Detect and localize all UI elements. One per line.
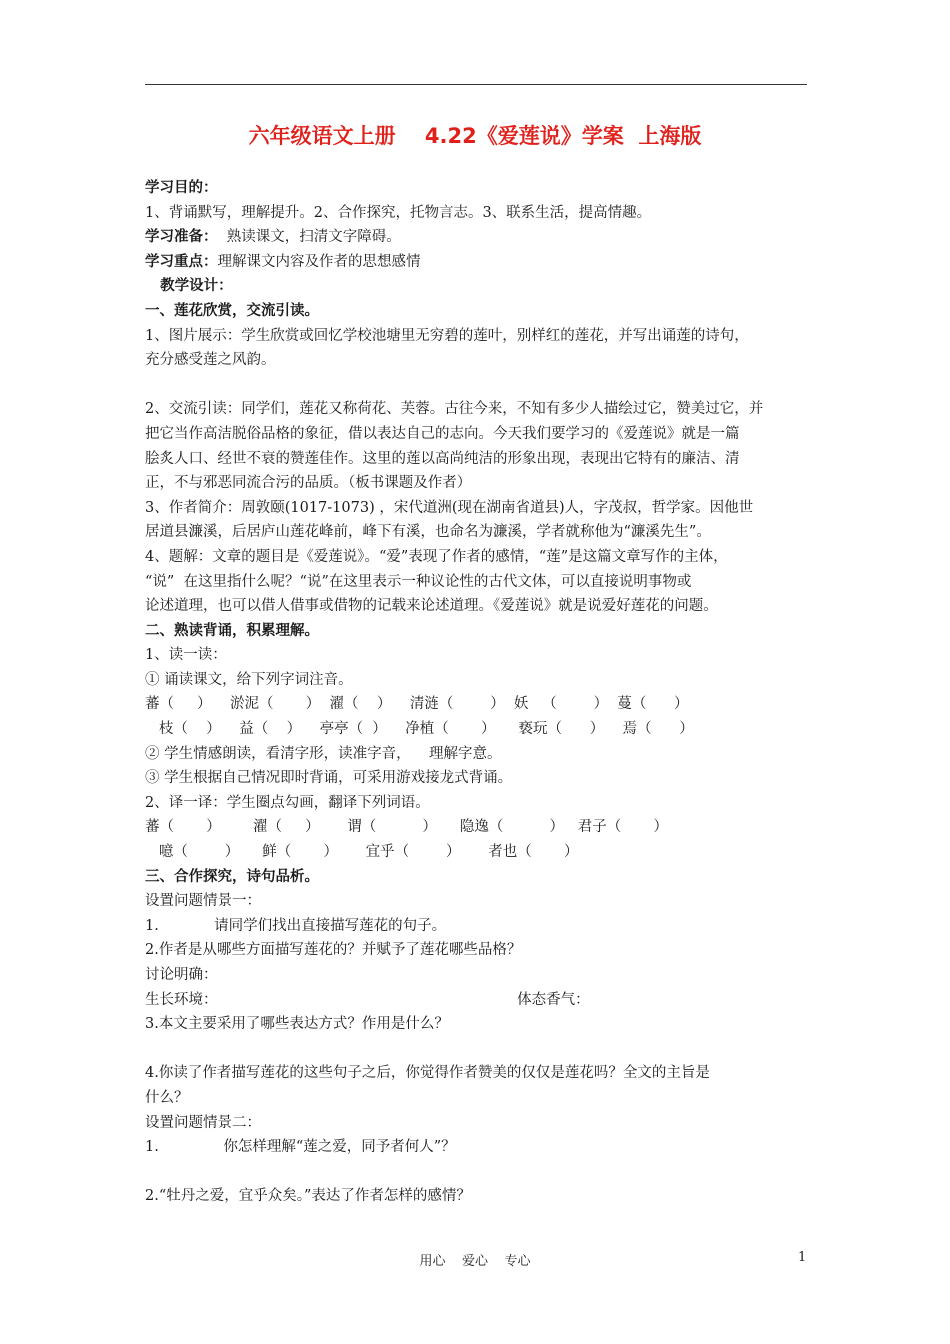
text-line: 居道县濂溪，后居庐山莲花峰前，峰下有溪，也命名为濂溪，学者就称他为“濂溪先生”。: [145, 524, 711, 541]
text-line: 充分感受莲之风韵。: [145, 352, 276, 369]
text-line: 1、背诵默写，理解提升。2、合作探究，托物言志。3、联系生活，提高情趣。: [145, 204, 652, 221]
text-line: 4.你读了作者描写莲花的这些句子之后，你觉得作者赞美的仅仅是莲花吗？全文的主旨是: [145, 1065, 710, 1082]
text-line: 教学设计：: [145, 278, 233, 295]
text-line: 设置问题情景一：: [145, 893, 261, 910]
section-text: 理解课文内容及作者的思想感情: [217, 253, 421, 270]
text-line: 1、图片展示：学生欣赏或回忆学校池塘里无穷碧的莲叶，别样红的莲花，并写出诵莲的诗句，: [145, 327, 749, 344]
text-line: 4、题解：文章的题目是《爱莲说》。“爱”表现了作者的感情，“莲”是这篇文章写作的主体，: [145, 548, 728, 565]
text-line: 二、熟读背诵，积累理解。: [145, 622, 319, 639]
text-line: 1. 请同学们找出直接描写莲花的句子。: [145, 917, 447, 934]
text-line: 2、译一译：学生圈点勾画，翻译下列词语。: [145, 794, 430, 811]
text-line: 枝（ ） 益（ ） 亭亭（ ） 净植（ ） 亵玩（ ） 焉（ ）: [145, 721, 694, 738]
text-line: [145, 225, 813, 250]
page-footer: 用心 爱心 专心: [419, 1254, 531, 1269]
document-title: 六年级语文上册 4.22《爱莲说》学案 上海版: [248, 124, 702, 148]
text-line: 生长环境： 体态香气：: [145, 991, 590, 1008]
section-text: 熟读课文，扫清文字障碍。: [217, 229, 401, 246]
text-line: 3.本文主要采用了哪些表达方式？作用是什么？: [145, 1016, 449, 1033]
header-rule: [145, 84, 807, 85]
text-line: 蕃（ ） 淤泥（ ） 濯（ ） 清涟（ ） 妖 （ ） 蔓（ ）: [145, 696, 689, 713]
text-line: 蕃（ ） 濯（ ） 谓（ ） 隐逸（ ） 君子（ ）: [145, 819, 669, 836]
page-number: 1: [798, 1250, 807, 1265]
document-body: [145, 176, 813, 1209]
text-line: 设置问题情景二：: [145, 1114, 261, 1131]
text-line: “说” 在这里指什么呢？“说”在这里表示一种议论性的古代文体，可以直接说明事物或: [145, 573, 692, 590]
text-line: 论述道理，也可以借人借事或借物的记载来论述道理。《爱莲说》就是说爱好莲花的问题。: [145, 598, 718, 615]
section-label: 学习重点：: [145, 253, 218, 270]
text-line: 脍炙人口、经世不衰的赞莲佳作。这里的莲以高尚纯洁的形象出现，表现出它特有的廉洁、清: [145, 450, 740, 467]
text-line: [145, 250, 813, 275]
text-line: 噫（ ） 鲜（ ） 宜乎（ ） 者也（ ）: [145, 844, 579, 861]
text-line: 2、交流引读：同学们，莲花又称荷花、芙蓉。古往今来，不知有多少人描绘过它，赞美过它，并: [145, 401, 764, 418]
text-line: 3、作者简介：周敦颐(1017-1073) ，宋代道洲(现在湖南省道县)人，字茂叔，哲学家。因他世: [145, 499, 754, 516]
text-line: ① 诵读课文，给下列字词注音。: [145, 671, 353, 688]
text-line: ② 学生情感朗读，看清字形，读准字音， 理解字意。: [145, 745, 502, 762]
text-line: 1、读一读：: [145, 647, 227, 664]
text-line: 2.“牡丹之爱，宜乎众矣。”表达了作者怎样的感情？: [145, 1188, 471, 1205]
text-line: 一、莲花欣赏，交流引读。: [145, 302, 319, 319]
text-line: 讨论明确：: [145, 967, 218, 983]
text-line: ③ 学生根据自己情况即时背诵，可采用游戏接龙式背诵。: [145, 770, 513, 787]
text-line: 三、合作探究，诗句品析。: [145, 868, 319, 885]
blank-line: [145, 373, 813, 398]
blank-line: [145, 1160, 813, 1185]
text-line: 学习目的：: [145, 180, 218, 196]
section-label: 学习准备：: [145, 229, 218, 246]
text-line: 1. 你怎样理解“莲之爱，同予者何人”？: [145, 1139, 456, 1156]
text-line: 2.作者是从哪些方面描写莲花的？并赋予了莲花哪些品格？: [145, 942, 522, 959]
text-line: 什么？: [145, 1089, 189, 1106]
blank-line: [145, 1037, 813, 1062]
text-line: 正，不与邪恶同流合污的品质。（板书课题及作者）: [145, 475, 472, 492]
text-line: 把它当作高洁脱俗品格的象征，借以表达自己的志向。今天我们要学习的《爱莲说》就是一篇: [145, 425, 740, 442]
